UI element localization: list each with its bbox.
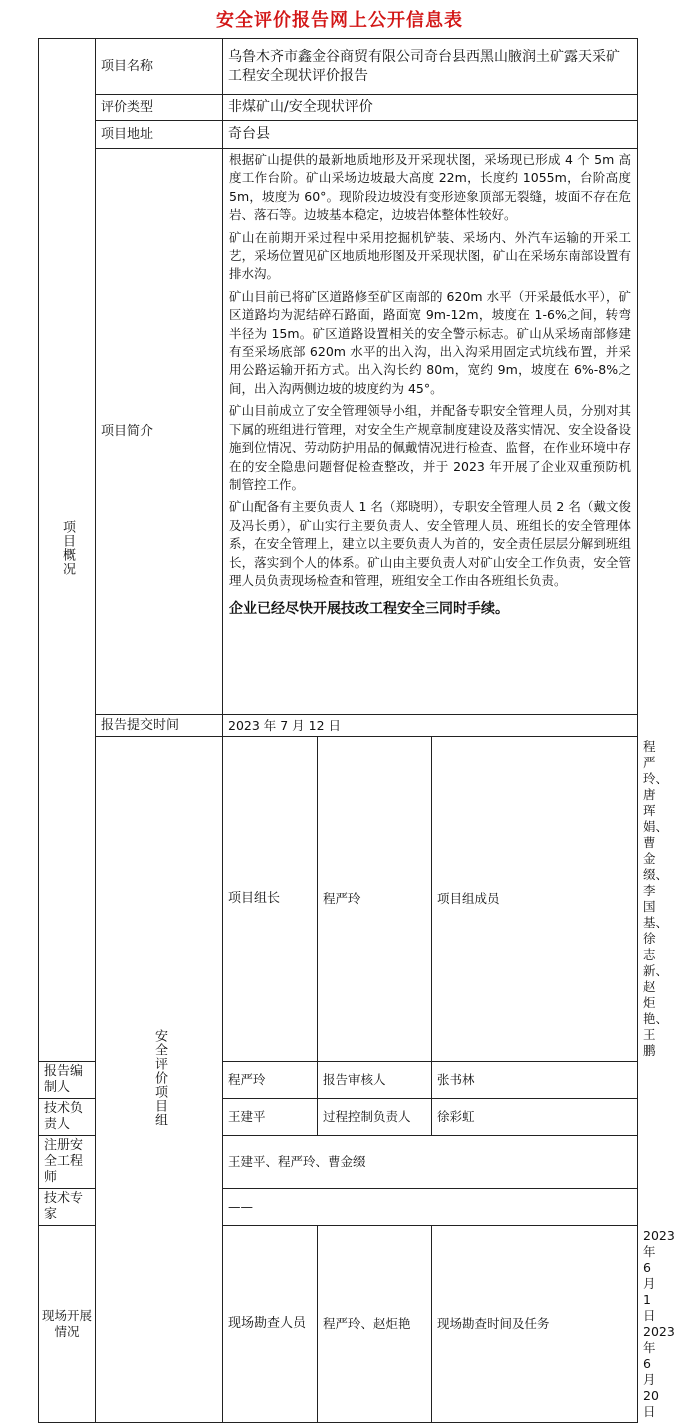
leader-value: 程严玲 [318,737,432,1062]
process-lead-label: 过程控制负责人 [318,1099,432,1136]
intro-paragraph: 矿山目前已将矿区道路修至矿区南部的 620m 水平（开采最低水平），矿区道路均为泥结碎石路面，路面宽 9m-12m，坡度在 1-6%之间，转弯半径为 15m。矿区道路设置相关的安全警示标志。矿山从采场南部修建有至采场底部 620m 水平的出入沟，出入沟采用固定式坑线布置，并采用公路运输开拓方式。出入沟长约 80m，宽约 9m，坡度在 6%-8%之间，出入沟两侧边坡的坡度约为 45°。 [229,288,631,396]
surveyors-label: 现场勘查人员 [223,1226,318,1423]
author-label: 报告编制人 [39,1062,96,1099]
intro-content [223,149,638,715]
site-section-label: 现场开展情况 [39,1226,96,1423]
eval-type-value: 非煤矿山/安全现状评价 [223,95,638,121]
submit-time-value: 2023 年 7 月 12 日 [223,715,638,737]
reviewer-value: 张书林 [432,1062,638,1099]
intro-emphasis: 企业已经尽快开展技改工程安全三同时手续。 [229,601,509,618]
experts-label: 技术专家 [39,1189,96,1226]
address-value: 奇台县 [223,121,638,149]
intro-paragraph: 矿山配备有主要负责人 1 名（郑晓明），专职安全管理人员 2 名（戴文俊及冯长勇），矿山实行主要负责人、安全管理人员、班组长的安全管理体系，在安全管理上，建立以主要负责人为首的，安全责任层层分解到班组长，落实到个人的体系。矿山由主要负责人对矿山安全工作负责，安全管理人员负责现场检查和管理，班组安全工作由各班组长负责。 [229,499,631,588]
project-name-value: 乌鲁木齐市鑫金谷商贸有限公司奇台县西黑山腋润土矿露天采矿工程安全现状评价报告 [223,39,638,95]
page-title: 安全评价报告网上公开信息表 [216,10,463,31]
experts-value: —— [223,1189,638,1226]
intro-paragraph: 矿山在前期开采过程中采用挖掘机铲装、采场内、外汽车运输的开采工艺，采场位置见矿区地质地形图及开采现状图，矿山在采场东南部设置有排水沟。 [229,229,631,282]
info-table: 项目概况 项目名称 乌鲁木齐市鑫金谷商贸有限公司奇台县西黑山腋润土矿露天采矿工程安全现状评价报告 评价类型 非煤矿山/安全现状评价 项目地址 奇台县 项目简介 根据矿山提供的最新地质地形及开采现状图，采场现已形成 4 个 5m 高度工作台阶。矿山采场边坡最大高度 22m，长度约 1055m，台阶高度 5m，坡度为 60°。现阶段边坡没有变形迹象顶部无裂缝，坡面不存在危岩、落石等。边坡基本稳定，边坡岩体整体性较好。 矿山在前期开采过程中采用挖掘机铲装、采场内、外汽车运输的开采工艺，采场位置见矿区地质地形图及开采现状图，矿山在采场东南部设置有排水沟。 矿山目前已将矿区道路修至矿区南部的 620m 水平（开采最低水平），矿区道路均为泥结碎石路面，路面宽 9m-12m，坡度在 1-6%之间，转弯半径为 15m。矿区道路设置相关的安全警示标志。矿山从采场南部修建有至采场底部 620m 水平的出入沟，出入沟采用固定式坑线布置，并采用公路运输开拓方式。出入沟长约 80m，宽约 9m，坡度在 6%-8%之间，出入沟两侧边坡的坡度约为 45°。 矿山目前成立了安全管理领导小组，并配备专职安全管理人员，分别对其下属的班组进行管理，对安全生产规章制度建设及落实情况、安全设备设施到位情况、劳动防护用品的佩戴情况进行检查、监督，在作业环境中存在的安全隐患问题督促检查整改，并于 2023 年开展了企业双重预防机制管控工作。 矿山配备有主要负责人 1 名（郑晓明），专职安全管理人员 2 名（戴文俊及冯长勇），矿山实行主要负责人、安全管理人员、班组长的安全管理体系，在安全管理上，建立以主要负责人为首的，安全责任层层分解到班组长，落实到个人的体系。矿山由主要负责人对矿山安全工作负责，安全管理人员负责现场检查和管理，班组安全工作由各班组长负责。 企业已经尽快开展技改工程安全三同时手续。 报告提交时间 2023 年 7 月 12 日 安全评价项目组 项目组长 程严玲 项目组成员 程严玲、唐珲娟、曹金缀、李国基、徐志新、赵炬艳、王鹏 报告编制人 程严玲 报告审核人 张书林 技术负责人 王建平 过程控制负责人 徐彩虹 注册安全工程师 王建平、程严玲、曹金缀 技术专家 —— 现场开展情况 现场勘查人员 程严玲、赵炬艳 现场勘查时间及任务 2023 年 6 月 1 日 2023 年 6 月 20 日 [38,38,638,1423]
leader-label: 项目组长 [223,737,318,1062]
reviewer-label: 报告审核人 [318,1062,432,1099]
team-section-label: 安全评价项目组 [96,737,223,1423]
intro-label: 项目简介 [96,149,223,715]
survey-time-label: 现场勘查时间及任务 [432,1226,638,1423]
tech-lead-value: 王建平 [223,1099,318,1136]
project-name-label: 项目名称 [96,39,223,95]
surveyors-value: 程严玲、赵炬艳 [318,1226,432,1423]
address-label: 项目地址 [96,121,223,149]
process-lead-value: 徐彩虹 [432,1099,638,1136]
overview-section-label: 项目概况 [39,39,96,1062]
eval-type-label: 评价类型 [96,95,223,121]
author-value: 程严玲 [223,1062,318,1099]
members-label: 项目组成员 [432,737,638,1062]
submit-time-label: 报告提交时间 [96,715,223,737]
intro-paragraph: 矿山目前成立了安全管理领导小组，并配备专职安全管理人员，分别对其下属的班组进行管理，对安全生产规章制度建设及落实情况、安全设备设施到位情况、劳动防护用品的佩戴情况进行检查、监督，在作业环境中存在的安全隐患问题督促检查整改，并于 2023 年开展了企业双重预防机制管控工作。 [229,403,631,492]
engineers-value: 王建平、程严玲、曹金缀 [223,1136,638,1189]
engineers-label: 注册安全工程师 [39,1136,96,1189]
tech-lead-label: 技术负责人 [39,1099,96,1136]
intro-paragraph: 根据矿山提供的最新地质地形及开采现状图，采场现已形成 4 个 5m 高度工作台阶。矿山采场边坡最大高度 22m，长度约 1055m，台阶高度 5m，坡度为 60°。现阶段边坡没有变形迹象顶部无裂缝，坡面不存在危岩、落石等。边坡基本稳定，边坡岩体整体性较好。 [229,152,631,223]
